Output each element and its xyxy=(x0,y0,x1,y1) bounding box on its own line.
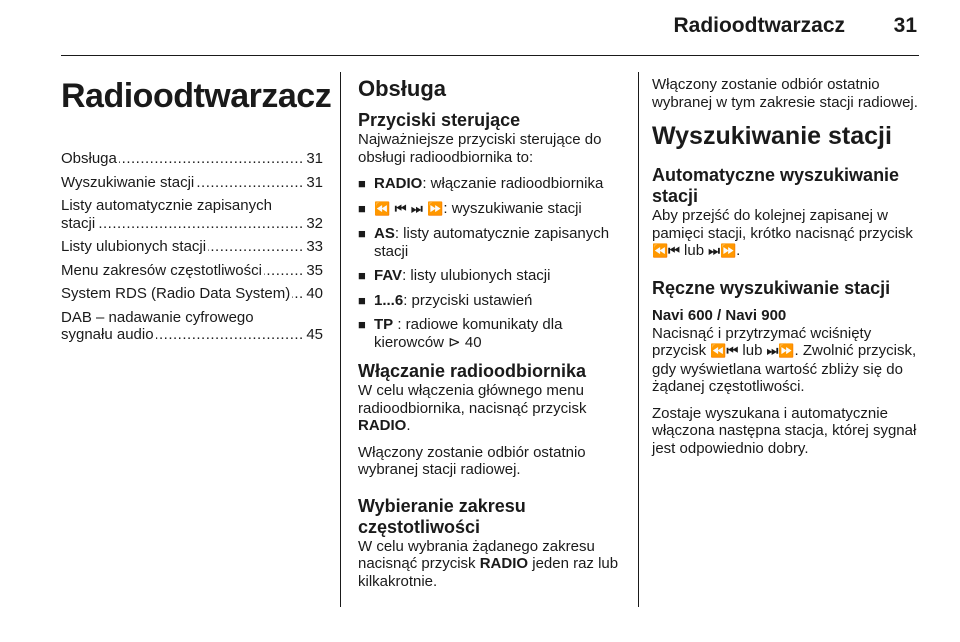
toc-entry[interactable] xyxy=(61,197,323,232)
text-run: lub xyxy=(738,342,767,359)
auto-text xyxy=(652,207,918,261)
section-title-operation: Obsługa xyxy=(358,76,447,101)
list-item xyxy=(358,225,623,260)
enable-text xyxy=(358,382,623,435)
toc-entry-page: 31 xyxy=(303,174,323,192)
buttons-list xyxy=(358,175,623,351)
seek-back-icon: ⏪⏮ xyxy=(652,244,680,259)
toc-entry-page: 35 xyxy=(303,262,323,280)
list-item xyxy=(358,267,623,285)
page-number: 31 xyxy=(893,14,917,37)
toc-entry-label: System RDS (Radio Data System) xyxy=(61,285,291,302)
text-run: lub xyxy=(679,242,709,259)
header-rule xyxy=(61,55,919,56)
subsection-title-buttons: Przyciski sterujące xyxy=(358,110,521,130)
button-key: TP xyxy=(374,316,394,333)
button-desc: : przyciski ustawień xyxy=(403,291,533,309)
button-key: RADIO xyxy=(358,417,407,434)
toc-entry-label: DAB – nadawanie cyfrowego sygnału audio xyxy=(61,308,254,343)
toc-entry[interactable] xyxy=(61,174,323,192)
toc-entry-label: Menu zakresów częstotliwości xyxy=(61,261,262,279)
band-text xyxy=(358,538,623,591)
toc-column xyxy=(61,72,332,350)
list-item xyxy=(358,292,623,310)
button-desc: : listy automatycznie zapisanych stacji xyxy=(374,225,610,260)
column-divider-2 xyxy=(638,72,639,607)
toc-entry-page: 45 xyxy=(303,326,323,344)
button-key: RADIO xyxy=(479,555,529,572)
button-desc: : włączanie radioodbiornika xyxy=(422,175,604,192)
toc-entry[interactable] xyxy=(61,309,323,344)
text-run: W celu włączenia głównego menu radioodbiornika, nacisnąć przycisk xyxy=(358,382,587,417)
toc-entry-label: Listy ulubionych stacji xyxy=(61,238,207,255)
chapter-title: Radioodtwarzacz xyxy=(61,77,332,115)
seek-back-icon: ⏪⏮ xyxy=(710,344,739,359)
button-desc: : radiowe komunikaty dla kierowców ⊳ 40 xyxy=(374,316,563,351)
button-desc: : listy ulubionych stacji xyxy=(402,267,551,284)
toc-entry[interactable] xyxy=(61,150,323,168)
toc-entry-page: 31 xyxy=(303,150,323,168)
toc-list xyxy=(61,150,323,344)
text-run: . xyxy=(406,417,411,434)
text-run: W celu wybrania żądanego zakresu nacisnąć przycisk xyxy=(358,537,595,572)
seek-buttons-icon: ⏪ ⏮ ⏭ ⏩ xyxy=(374,201,444,217)
band-result-text: Włączony zostanie odbiór ostatnio wybranej w tym zakresie stacji radiowej. xyxy=(652,76,918,111)
toc-entry-label: Obsługa xyxy=(61,150,117,167)
button-key: AS xyxy=(374,225,395,242)
page-header-title: Radioodtwarzacz xyxy=(673,14,845,37)
toc-entry-label: Wyszukiwanie stacji xyxy=(61,173,195,191)
search-column xyxy=(652,76,918,466)
toc-entry-label: Listy automatycznie zapisanych stacji xyxy=(61,197,272,232)
text-run: Nacisnąć i przytrzymać wciśnięty przycisk xyxy=(652,324,872,359)
list-item xyxy=(358,175,623,193)
toc-entry-page: 32 xyxy=(303,215,323,233)
toc-entry[interactable] xyxy=(61,262,323,280)
button-key: 1...6 xyxy=(374,291,404,309)
text-run: . Zwolnić przycisk, gdy wyświetlana wartość zbliży się do żądanej częstotliwości. xyxy=(652,342,917,395)
enable-text-2: Włączony zostanie odbiór ostatnio wybranej stacji radiowej. xyxy=(358,443,586,478)
button-key: RADIO xyxy=(374,175,423,192)
final-text: Zostaje wyszukana i automatycznie włączona następna stacja, której sygnał jest odpowiednio dobry. xyxy=(652,404,917,457)
toc-entry-page: 33 xyxy=(303,238,323,256)
subsection-title-manual: Ręczne wyszukiwanie stacji xyxy=(652,277,891,298)
text-run: Aby przejść do kolejnej zapisanej w pamięci stacji, krótko nacisnąć przycisk xyxy=(652,207,913,242)
buttons-intro: Najważniejsze przyciski sterujące do obsługi radioodbiornika to: xyxy=(358,131,602,166)
text-run: . xyxy=(736,242,741,259)
list-item xyxy=(358,200,623,219)
operation-column xyxy=(358,76,623,599)
section-title-search: Wyszukiwanie stacji xyxy=(652,122,892,150)
button-key: FAV xyxy=(374,267,403,284)
navi-title: Navi 600 / Navi 900 xyxy=(652,306,787,324)
toc-entry[interactable] xyxy=(61,285,323,303)
seek-forward-icon: ⏭⏩ xyxy=(766,344,795,359)
toc-entry-page: 40 xyxy=(303,285,323,303)
subsection-title-band: Wybieranie zakresu częstotliwości xyxy=(358,495,526,537)
button-desc: : wyszukiwanie stacji xyxy=(443,199,582,217)
toc-entry[interactable] xyxy=(61,238,323,256)
seek-forward-icon: ⏭⏩ xyxy=(708,244,737,259)
text-run: jeden raz lub kilkakrotnie. xyxy=(358,555,619,590)
column-divider-1 xyxy=(340,72,341,607)
subsection-title-auto: Automatyczne wyszukiwanie stacji xyxy=(652,165,900,206)
list-item xyxy=(358,316,623,351)
subsection-title-enable: Włączanie radioodbiornika xyxy=(358,361,587,381)
navi-text xyxy=(652,325,918,396)
